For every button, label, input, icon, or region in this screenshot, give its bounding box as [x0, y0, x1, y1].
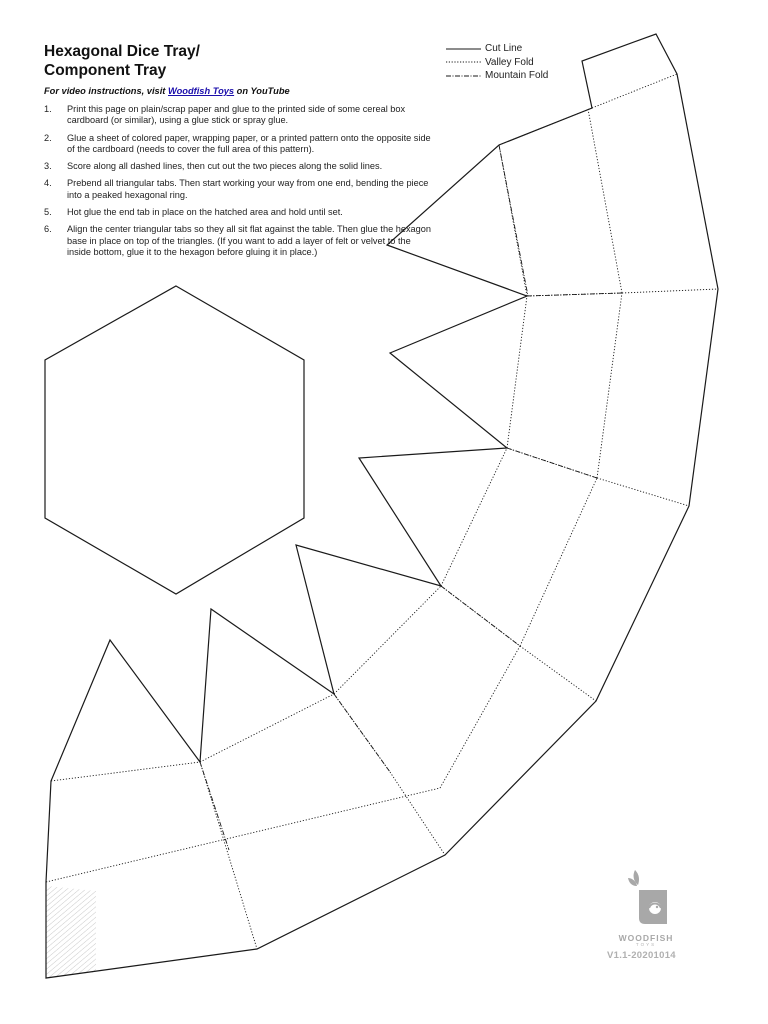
- legend-cut-label: Cut Line: [485, 43, 523, 54]
- hexagon-base: [45, 286, 304, 594]
- subtitle-prefix: For video instructions, visit: [44, 86, 168, 96]
- step-text: Align the center triangular tabs so they all sit flat against the table. Then glue the hexagon base in place on top of the triangles. (If you want to add a layer of felt or velvet to the inside bottom, glue it to the hexagon before gluing it in place.): [67, 224, 431, 257]
- title-line-2: Component Tray: [44, 62, 167, 79]
- step-number: 1.: [44, 104, 52, 114]
- step-number: 5.: [44, 207, 52, 218]
- step-number: 4.: [44, 178, 52, 189]
- step-number: 6.: [44, 224, 52, 235]
- step-text: Hot glue the end tab in place on the hatched area and hold until set.: [67, 207, 343, 218]
- ring-cut-outline: [46, 34, 718, 978]
- mountain-fold-lines: [200, 145, 622, 850]
- brand-name: WOODFISH: [618, 933, 674, 943]
- step-text: Print this page on plain/scrap paper and glue to the printed side of some cereal box cardboard (or similar), using a glue stick or spray glue.: [67, 104, 406, 126]
- legend-mountain-label: Mountain Fold: [485, 70, 549, 82]
- step-number: 2.: [44, 132, 52, 143]
- woodfish-logo-icon: [622, 868, 670, 928]
- step-text: Score along all dashed lines, then cut out the two pieces along the solid lines.: [67, 161, 383, 172]
- title-line-1: Hexagonal Dice Tray/: [44, 43, 200, 60]
- step-number: 3.: [44, 161, 52, 172]
- woodfish-toys-link[interactable]: Woodfish Toys: [167, 86, 235, 96]
- legend-valley-label: Valley Fold: [485, 56, 534, 68]
- valley-fold-lines: [46, 74, 718, 949]
- woodfish-logo: [606, 868, 686, 947]
- brand-subname: TOYS: [635, 942, 657, 947]
- subtitle-suffix: on YouTube: [234, 86, 290, 96]
- step-text: Glue a sheet of colored paper, wrapping paper, or a printed pattern onto the opposite side of the cardboard (needs to cover the full area of this pattern).: [67, 132, 431, 154]
- glue-hatch-area: [40, 880, 100, 980]
- step-text: Prebend all triangular tabs. Then start working your way from one end, bending the piece into a peaked hexagonal ring.: [67, 178, 429, 200]
- version-label: V1.1-20201014: [607, 950, 676, 961]
